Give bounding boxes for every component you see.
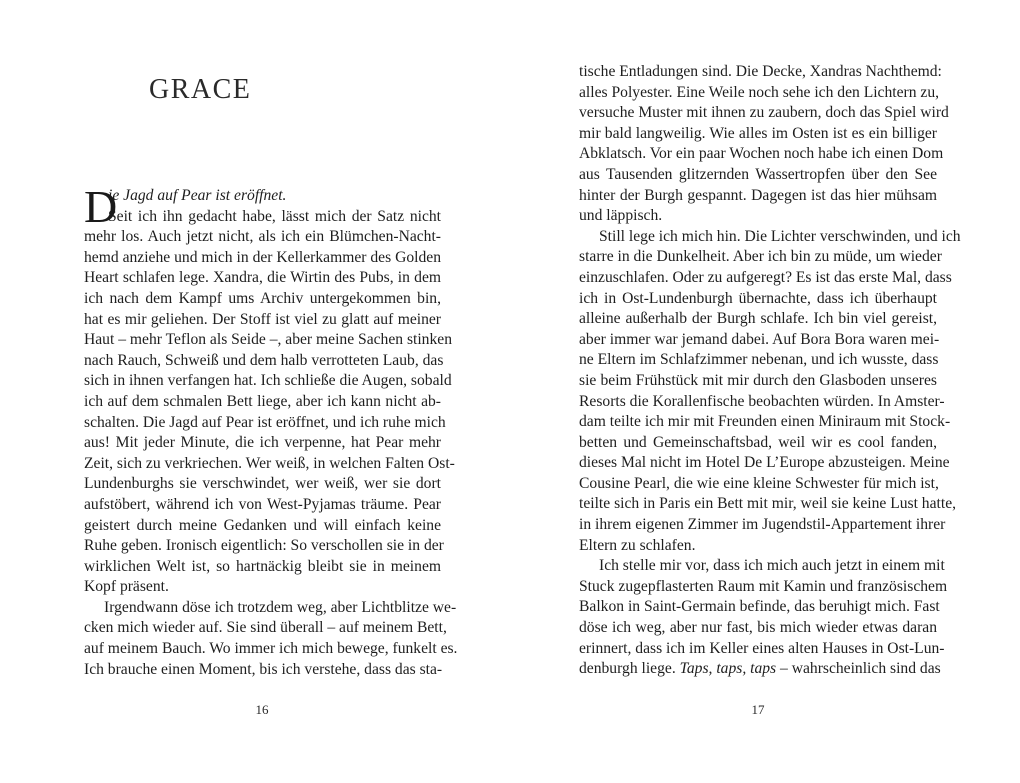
chapter-title: GRACE [149, 74, 252, 105]
text-line: Ruhe geben. Ironisch eigentlich: So verschollen sie in der [84, 537, 444, 555]
text-line: Stuck zugepflasterten Raum mit Kamin und französischem [579, 577, 948, 595]
text-line: versuche Muster mit ihnen zu zaubern, doch das Spiel wird [579, 104, 949, 122]
text-fragment: denburgh liege. [579, 660, 680, 678]
opening-line [84, 186, 441, 207]
text-line: sich in ihnen verfangen hat. Ich schließe die Augen, sobald [84, 372, 452, 390]
text-line: Balkon in Saint-Germain befinde, das beruhigt mich. Fast [579, 598, 940, 616]
text-line [579, 659, 941, 680]
text-line: hinter der Burgh gespannt. Dagegen ist das hier mühsam [579, 186, 937, 204]
text-line: aus! Mit jeder Minute, die ich verpenne, hat Pear mehr [84, 434, 441, 452]
text-line: Heart schlafen lege. Xandra, die Wirtin des Pubs, in dem [84, 269, 441, 287]
text-line: mir bald langweilig. Wie alles im Osten ist es ein billiger [579, 124, 937, 142]
text-line: wirklichen Welt ist, so hartnäckig bleibt sie in meinem [84, 557, 441, 575]
text-line: teilte sich in Paris ein Bett mit mir, weil sie keine Lust hatte, [579, 495, 957, 513]
italic-fragment: Taps, taps, taps [679, 660, 777, 678]
text-line: einzuschlafen. Oder zu aufgeregt? Es ist das erste Mal, dass [579, 268, 952, 286]
text-line: aus Tausenden glitzernden Wassertropfen über den See [579, 165, 937, 183]
text-line: schalten. Die Jagd auf Pear ist eröffnet, und ich ruhe mich [84, 413, 446, 431]
text-line: Seit ich ihn gedacht habe, lässt mich der Satz nicht [108, 207, 441, 225]
text-line: ich auf dem schmalen Bett liege, aber ich kann nicht ab- [84, 392, 441, 410]
drop-cap: D [84, 181, 118, 232]
text-line: Ich stelle mir vor, dass ich mich auch jetzt in einem mit [599, 557, 945, 575]
text-line: aufstöbert, während ich von West-Pyjamas träume. Pear [84, 495, 441, 513]
text-line: ne Eltern im Schlafzimmer nebenan, und ich wusste, dass [579, 351, 939, 369]
text-line: Abklatsch. Vor ein paar Wochen noch habe ich einen Dom [579, 145, 944, 163]
text-line: ich nach dem Kampf ums Archiv untergekommen bin, [84, 289, 441, 307]
text-line: Cousine Pearl, die wie eine kleine Schwester für mich ist, [579, 474, 939, 492]
text-line: hemd anziehe und mich in der Kellerkammer des Golden [84, 248, 441, 266]
right-page-body [579, 62, 961, 680]
text-line: Ich brauche einen Moment, bis ich verstehe, dass das sta- [84, 660, 443, 678]
text-line: dieses Mal nicht im Hotel De L’Europe abzusteigen. Meine [579, 454, 950, 472]
text-line: Zeit, sich zu verkriechen. Wer weiß, in welchen Falten Ost- [84, 454, 455, 472]
text-line: geistert durch meine Gedanken und will einfach keine [84, 516, 441, 534]
text-line: auf meinem Bauch. Wo immer ich mich bewege, funkelt es. [84, 640, 458, 658]
text-line: nach Rauch, Schweiß und dem halb verrotteten Laub, das [84, 351, 444, 369]
text-line: starre in die Dunkelheit. Aber ich bin zu müde, um wieder [579, 248, 942, 266]
right-page [510, 0, 1020, 783]
text-line: erinnert, dass ich im Keller eines alten Hauses in Ost-Lun- [579, 639, 945, 657]
text-line: Resorts die Korallenfische beobachten würden. In Amster- [579, 392, 945, 410]
text-line: tische Entladungen sind. Die Decke, Xandras Nachthemd: [579, 63, 942, 80]
text-line: mehr los. Auch jetzt nicht, als ich ein Blümchen-Nacht- [84, 228, 441, 246]
text-line: cken mich wieder auf. Sie sind überall – auf meinem Bett, [84, 619, 447, 637]
text-line: Eltern zu schlafen. [579, 536, 696, 554]
page-number: 16 [255, 702, 269, 717]
page-number: 17 [751, 702, 765, 717]
text-line: betten und Gemeinschaftsbad, weil wir es cool fanden, [579, 433, 937, 451]
text-line: hat es mir geliehen. Der Stoff ist viel zu glatt auf meiner [84, 310, 441, 328]
left-page-body [84, 181, 458, 680]
text-line: Lundenburghs sie verschwindet, wer weiß, wer sie dort [84, 475, 441, 493]
opening-italic: ie Jagd auf Pear ist eröffnet. [108, 187, 287, 204]
text-line: aber immer war jemand dabei. Auf Bora Bora waren mei- [579, 330, 940, 348]
text-line: ich in Ost-Lundenburgh übernachte, dass ich überhaupt [579, 289, 937, 307]
text-line: alles Polyester. Eine Weile noch sehe ich den Lichtern zu, [579, 83, 940, 101]
text-line: Kopf präsent. [84, 578, 169, 596]
text-fragment: – wahrscheinlich sind das [776, 660, 941, 678]
text-line: alleine außerhalb der Burgh schlafe. Ich bin viel gereist, [579, 310, 937, 328]
text-line: und läppisch. [579, 207, 663, 225]
text-line: dam teilte ich mir mit Freunden einen Miniraum mit Stock- [579, 413, 951, 431]
text-line: in ihrem eigenen Zimmer im Jugendstil-Appartement ihrer [579, 516, 946, 534]
text-line: sie beim Frühstück mit mir durch den Glasboden unseres [579, 371, 937, 389]
text-line: döse ich weg, aber nur fast, bis mich wieder etwas daran [579, 619, 937, 637]
text-line: Still lege ich mich hin. Die Lichter verschwinden, und ich [599, 227, 961, 245]
text-line: Irgendwann döse ich trotzdem weg, aber Lichtblitze we- [104, 598, 457, 616]
text-line: Haut – mehr Teflon als Seide –, aber meine Sachen stinken [84, 331, 452, 349]
